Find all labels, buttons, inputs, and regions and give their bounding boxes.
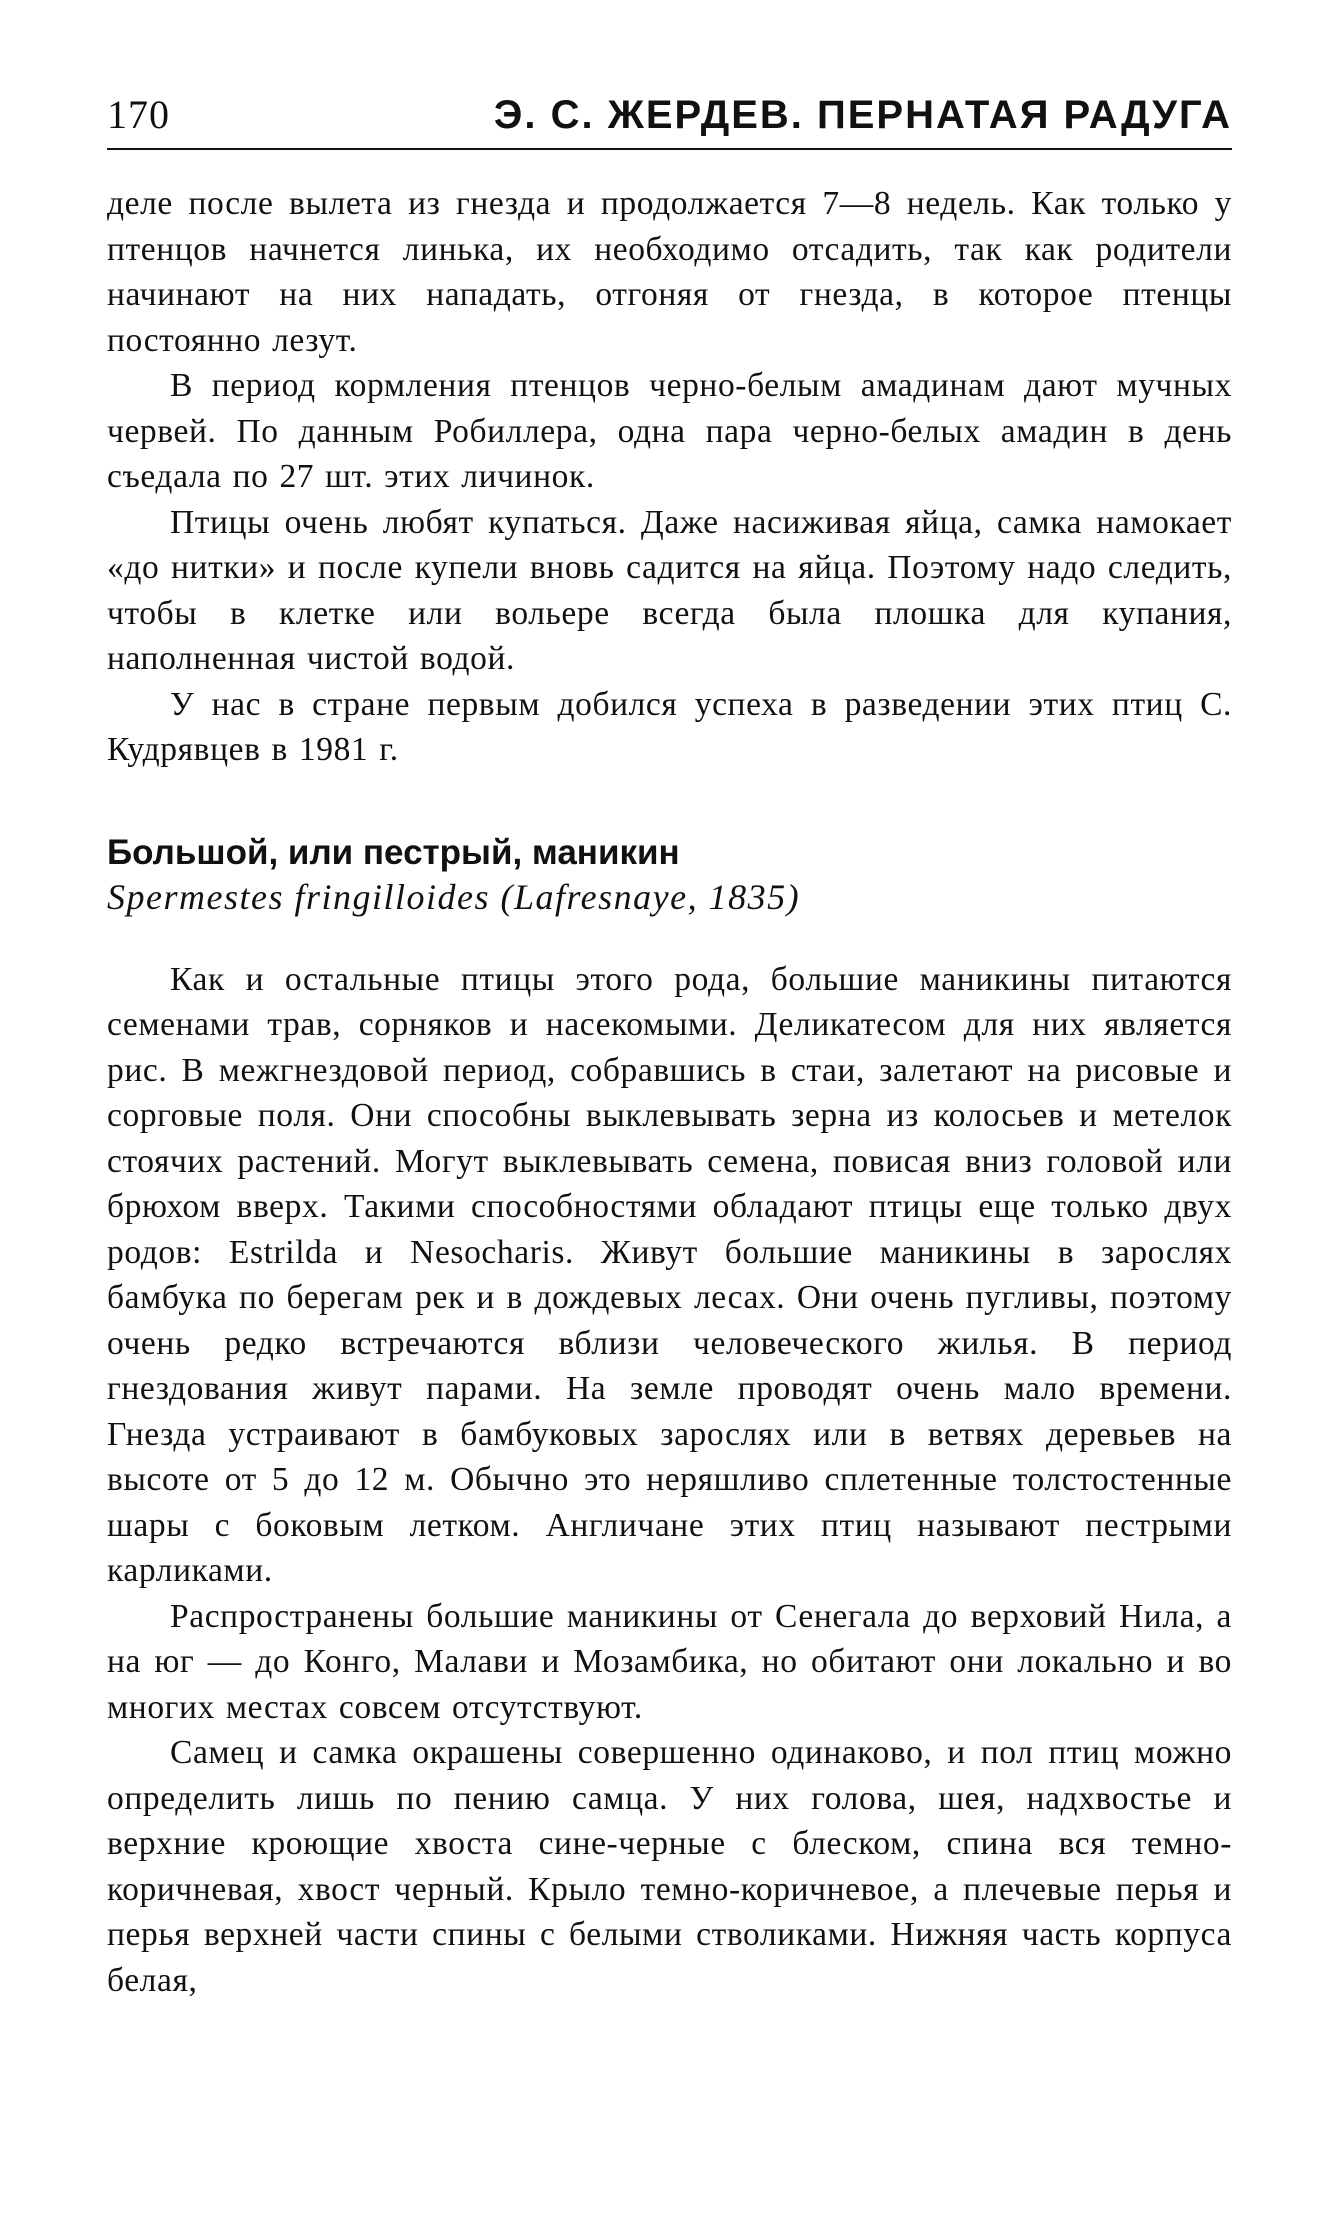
text-block-section [107, 957, 1232, 2004]
paragraph: Птицы очень любят купаться. Даже насиживая яйца, самка намокает «до нитки» и после купели вновь садится на яйца. Поэтому надо следить, чтобы в клетке или вольере всегда была плошка для купания, наполненная чистой водой. [107, 503, 1232, 677]
text-block-top [107, 181, 1232, 773]
book-title: Э. С. ЖЕРДЕВ. ПЕРНАТАЯ РАДУГА [493, 93, 1232, 137]
book-page [107, 92, 1232, 2003]
running-header [107, 92, 1232, 138]
page-number: 170 [107, 92, 170, 137]
section-latin-name: Spermestes fringilloides (Lafresnaye, 1835) [107, 876, 801, 917]
paragraph: В период кормления птенцов черно-белым амадинам дают мучных червей. По данным Робиллера, одна пара черно-белых амадин в день съедала по 27 шт. этих личинок. [107, 367, 1232, 495]
section-title: Большой, или пестрый, маникин [107, 832, 680, 872]
paragraph: Распространены большие маникины от Сенегала до верховий Нила, а на юг — до Конго, Малави и Мозамбика, но обитают они локально и во многих местах совсем отсутствуют. [107, 1597, 1232, 1726]
paragraph: У нас в стране первым добился успеха в разведении этих птиц С. Кудрявцев в 1981 г. [107, 685, 1232, 768]
header-rule [107, 148, 1232, 150]
section-heading [107, 831, 1232, 919]
paragraph: деле после вылета из гнезда и продолжается 7—8 недель. Как только у птенцов начнется линька, их необходимо отсадить, так как родители начинают на них нападать, отгоняя от гнезда, в которое птенцы постоянно лезут. [107, 185, 1232, 359]
paragraph: Самец и самка окрашены совершенно одинаково, и пол птиц можно определить лишь по пению самца. У них голова, шея, надхвостье и верхние кроющие хвоста сине-черные с блеском, спина вся темно-коричневая, хвост черный. Крыло темно-коричневое, а плечевые перья и перья верхней части спины с белыми стволиками. Нижняя часть корпуса белая, [107, 1734, 1232, 1999]
paragraph: Как и остальные птицы этого рода, большие маникины питаются семенами трав, сорняков и насекомыми. Деликатесом для них является рис. В межгнездовой период, собравшись в стаи, залетают на рисовые и сорговые поля. Они способны выклевывать зерна из колосьев и метелок стоячих растений. Могут выклевывать семена, повисая вниз головой или брюхом вверх. Такими способностями обладают птицы еще только двух родов: Estrilda и Nesocharis. Живут большие маникины в зарослях бамбука по берегам рек и в дождевых лесах. Они очень пугливы, поэтому очень редко встречаются вблизи человеческого жилья. В период гнездования живут парами. На земле проводят очень мало времени. Гнезда устраивают в бамбуковых зарослях или в ветвях деревьев на высоте от 5 до 12 м. Обычно это неряшливо сплетенные толстостенные шары с боковым летком. Англичане этих птиц называют пестрыми карликами. [107, 960, 1232, 1589]
